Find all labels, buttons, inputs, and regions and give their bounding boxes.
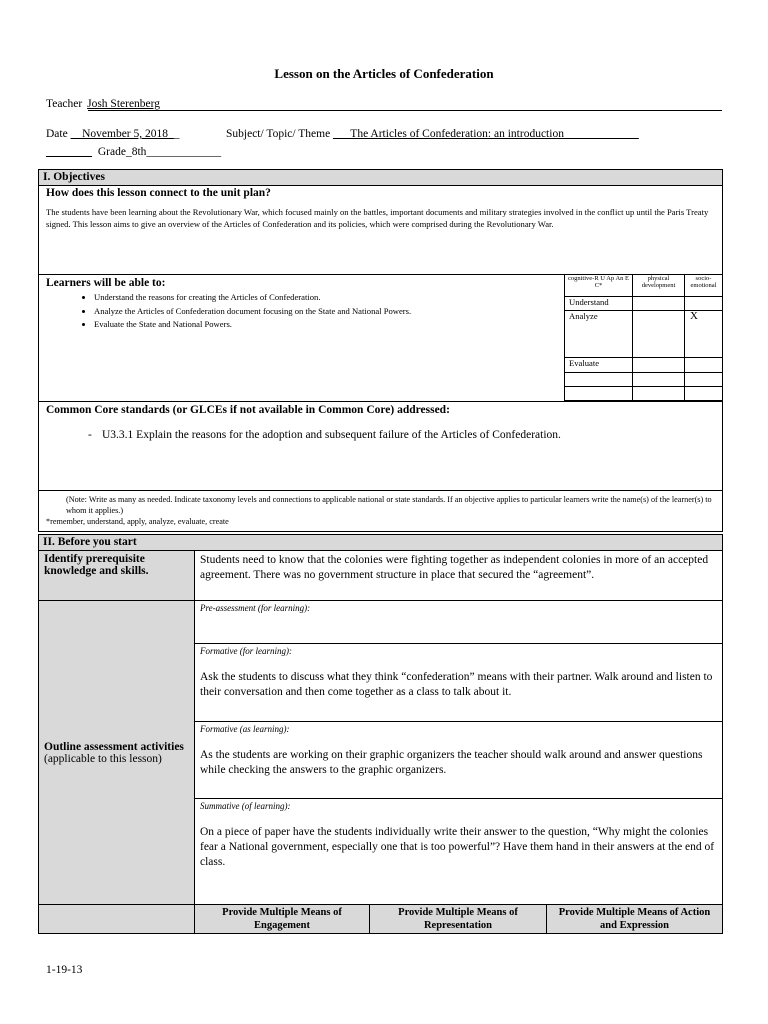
learners-heading: Learners will be able to:: [46, 277, 166, 289]
means-engagement: Provide Multiple Means of Engagement: [195, 905, 370, 934]
formative2-text: As the students are working on their graphic organizers the teacher should walk around and answer questions while checking the answers to the graphic organizers.: [200, 748, 703, 776]
domain-table: [564, 274, 723, 401]
standards-item: U3.3.1 Explain the reasons for the adoption and subsequent failure of the Articles of Confederation.: [102, 429, 561, 441]
date-value: __November 5, 2018_: [70, 128, 174, 140]
before-table: [38, 534, 723, 934]
page-title: Lesson on the Articles of Confederation: [274, 66, 494, 81]
domain-cell: [633, 311, 685, 358]
means-representation: Provide Multiple Means of Representation: [370, 905, 547, 934]
formative1-text: Ask the students to discuss what they think “confederation” means with their partner. Walk around and listen to their conversation and then come together as a class to talk about it.: [200, 670, 713, 698]
domain-cell: [685, 358, 723, 373]
pre-assessment-label: Pre-assessment (for learning):: [200, 603, 311, 613]
domain-cell: [633, 358, 685, 373]
summative-text: On a piece of paper have the students individually write their answer to the question, “Why might the colonies fear a National government, especially one that is too powerful”? Have them hand in their answers at the end of class.: [200, 825, 715, 868]
learner-item: • Evaluate the State and National Powers.: [94, 318, 557, 332]
prereq-text: Students need to know that the colonies were fighting together as independent colonies in more of an accepted agreement. There was no government structure in place that secured the “agreement”.: [195, 551, 723, 601]
domain-cell: Evaluate: [565, 358, 633, 373]
summative-label: Summative (of learning):: [200, 801, 291, 811]
domain-cell: [633, 387, 685, 401]
standards-heading: Common Core standards (or GLCEs if not available in Common Core) addressed:: [46, 404, 450, 416]
teacher-name: Josh Sterenberg: [87, 98, 161, 110]
domain-header-socio: socio-emotional: [685, 275, 723, 297]
formative1-label: Formative (for learning):: [200, 646, 292, 656]
domain-cell: [565, 373, 633, 387]
teacher-line: [46, 98, 160, 110]
pre-assessment-cell: [195, 601, 723, 644]
grade-value: Grade_8th_____________: [97, 146, 222, 158]
domain-cell: [685, 373, 723, 387]
standards-dash: -: [88, 429, 92, 441]
domain-cell: [685, 387, 723, 401]
formative1-cell: [195, 644, 723, 722]
domain-cell: Analyze: [565, 311, 633, 358]
connect-question: How does this lesson connect to the unit plan?: [46, 187, 271, 199]
subject-line: [226, 128, 639, 140]
teacher-underline: [88, 110, 722, 111]
domain-header-physical: physical development: [633, 275, 685, 297]
summative-cell: [195, 799, 723, 905]
domain-header-cognitive: cognitive-R U Ap An E C*: [565, 275, 633, 297]
objectives-heading: I. Objectives: [39, 170, 723, 186]
domain-cell: [565, 387, 633, 401]
means-action: Provide Multiple Means of Action and Expression: [547, 905, 723, 934]
domain-cell: [685, 297, 723, 311]
means-spacer: [39, 905, 195, 934]
prereq-label: Identify prerequisite knowledge and skills.: [39, 551, 195, 601]
learners-list: [46, 291, 557, 332]
objectives-table: [38, 169, 723, 532]
learner-item: • Understand the reasons for creating the Articles of Confederation.: [94, 291, 557, 305]
taxonomy-text: *remember, understand, apply, analyze, evaluate, create: [46, 517, 229, 526]
standards-item-row: [46, 429, 715, 441]
formative2-label: Formative (as learning):: [200, 724, 290, 734]
outline-sub: (applicable to this lesson): [44, 752, 162, 765]
connect-cell: [39, 186, 723, 275]
before-heading: II. Before you start: [39, 535, 723, 551]
date-label: Date: [46, 128, 68, 140]
teacher-label: Teacher: [46, 98, 83, 110]
date-line: [46, 128, 180, 140]
subject-value: ___The Articles of Confederation: an introduction_____________: [333, 128, 639, 140]
grade-line: [46, 146, 221, 158]
learners-block: [39, 275, 564, 401]
domain-cell: [633, 297, 685, 311]
note-text: (Note: Write as many as needed. Indicate taxonomy levels and connections to applicable national or state standards. If an objective applies to particular learners write the name(s) of the learner(s) to whom it applies.): [66, 495, 712, 515]
learner-item: • Analyze the Articles of Confederation document focusing on the State and National Powers.: [94, 305, 557, 319]
outline-cell: [39, 601, 195, 905]
subject-label: Subject/ Topic/ Theme: [226, 128, 331, 140]
footer-code: 1-19-13: [46, 964, 83, 976]
formative2-cell: [195, 722, 723, 799]
date-trail: _: [173, 128, 180, 140]
grade-lead: ________: [46, 146, 92, 158]
learners-cell: [39, 275, 723, 402]
standards-cell: [39, 402, 723, 491]
domain-cell: [633, 373, 685, 387]
outline-label: Outline assessment activities: [44, 740, 184, 753]
note-cell: [39, 491, 723, 532]
domain-cell: Understand: [565, 297, 633, 311]
connect-text: The students have been learning about the Revolutionary War, which focused mainly on the battles, important documents and military strategies involved in the conflict up until the Paris Treaty signed. This lesson aims to give an overview of the Articles of Confederation and its policies, which were comprised during the Revolutionary War.: [46, 207, 709, 229]
domain-cell: X: [685, 311, 723, 358]
